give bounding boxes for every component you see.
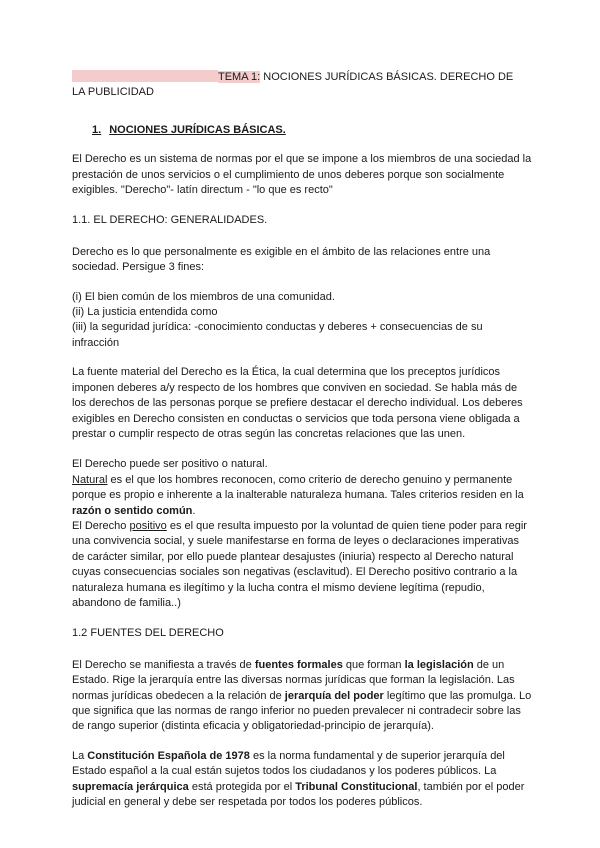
paragraph-definition: El Derecho es un sistema de normas por el que se impone a los miembros de una sociedad la prestación de unos servicios o el cumplimiento de unos deberes porque son socialmente exigibles. "Derecho"- latín directum - "lo que es recto" <box>72 153 532 197</box>
paragraph-constitucion <box>72 749 532 811</box>
document-page <box>72 70 532 810</box>
fines-item-2: (ii) La justicia entendida como <box>72 306 218 319</box>
title-text: NOCIONES JURÍDICAS BÁSICAS. DERECHO DE <box>260 71 514 83</box>
fuentes-bold-1: fuentes formales <box>254 658 343 671</box>
constitucion-bold-1: Constitución Española de 1978 <box>87 749 250 762</box>
positivo-natural-intro: El Derecho puede ser positivo o natural. <box>72 458 268 471</box>
natural-word: Natural <box>72 473 108 486</box>
natural-text: es el que los hombres reconocen, como criterio de derecho genuino y permanente porque es propio e inherente a la inalterable naturaleza humana. Tales criterios residen en la <box>72 473 524 502</box>
subheading-fuentes: 1.2 FUENTES DEL DERECHO <box>72 627 224 640</box>
section-heading-text: NOCIONES JURÍDICAS BÁSICAS. <box>109 123 286 136</box>
paragraph-fuente-material: La fuente material del Derecho es la Ética, la cual determina que los preceptos jurídicos imponen deberes a/y respecto de los hombres que conviven en sociedad. Se habla más de los derechos de las personas porque se prefiere destacar el derecho individual. Los deberes exigibles en Derecho consisten en conductas o servicios que toda persona viene obligada a prestar o cumplir respecto de otras según las concretas relaciones que las unen. <box>72 366 523 440</box>
fines-list <box>72 290 532 352</box>
title-highlight <box>72 70 218 82</box>
fines-item-1: (i) El bien común de los miembros de una comunidad. <box>72 290 335 303</box>
constitucion-text-2: es la norma fundamental y de superior jerarquía del Estado español a la cual están sujetos todos los ciudadanos y los poderes públicos. La <box>72 749 505 778</box>
fines-item-3: (iii) la seguridad jurídica: -conocimiento conductas y deberes + consecuencias de su infracción <box>72 321 483 349</box>
constitucion-bold-2: supremacía jerárquica <box>72 780 189 793</box>
positivo-text: es el que resulta impuesto por la voluntad de quien tiene poder para regir una convivencia social, y suele manifestarse en forma de leyes o declaraciones imperativas de carácter similar, por ello puede plantear desajustes (iniuria) respecto al Derecho natural cuyas consecuencias sociales son negativas (esclavitud). El Derecho positivo contrario a la naturaleza humana es ilegítimo y la lucha contra el mismo deviene legítima (repudio, abandono de familia..) <box>72 519 527 609</box>
constitucion-text-3: está protegida por el <box>188 780 296 793</box>
constitucion-text-1: La <box>72 749 88 762</box>
fuentes-bold-2: la legislación <box>404 658 474 671</box>
constitucion-bold-3: Tribunal Constitucional <box>295 780 418 793</box>
fuentes-text-3: de un Estado. Rige la jerarquía entre las diversas normas jurídicas que forman la legislación. Las normas jurídicas obedecen a la relación de <box>72 658 515 702</box>
fuentes-bold-3: jerarquía del poder <box>284 689 384 702</box>
natural-bold: razón o sentido común <box>72 504 193 517</box>
paragraph-exigible: Derecho es lo que personalmente es exigible en el ámbito de las relaciones entre una sociedad. Persigue 3 fines: <box>72 245 491 274</box>
fuentes-text-1: El Derecho se manifiesta a través de <box>72 658 255 671</box>
fuentes-text-4: legítimo que las promulga. Lo que significa que las normas de rango inferior no pueden prevalecer ni contradecir sobre las de rango superior (distinta eficacia y obligatoriedad-principio de jerarquía). <box>72 689 532 733</box>
section-number: 1. <box>92 123 102 136</box>
constitucion-text-4: , también por el poder judicial en general y debe ser respetada por todos los poderes públicos. <box>72 780 525 809</box>
document-title <box>72 70 532 85</box>
paragraph-fuentes-formales <box>72 658 532 735</box>
positivo-word: positivo <box>129 519 167 532</box>
natural-paragraph <box>72 473 532 519</box>
title-line-2: LA PUBLICIDAD <box>72 86 154 99</box>
fuentes-text-2: que forman <box>342 658 405 671</box>
positivo-start: El Derecho <box>72 519 130 532</box>
title-prefix: TEMA 1: <box>218 71 261 83</box>
subheading-generalidades: 1.1. EL DERECHO: GENERALIDADES. <box>72 214 268 227</box>
positivo-paragraph <box>72 519 532 611</box>
paragraph-positivo-natural <box>72 457 532 611</box>
section-heading-1 <box>92 123 532 138</box>
natural-end: . <box>192 504 196 517</box>
